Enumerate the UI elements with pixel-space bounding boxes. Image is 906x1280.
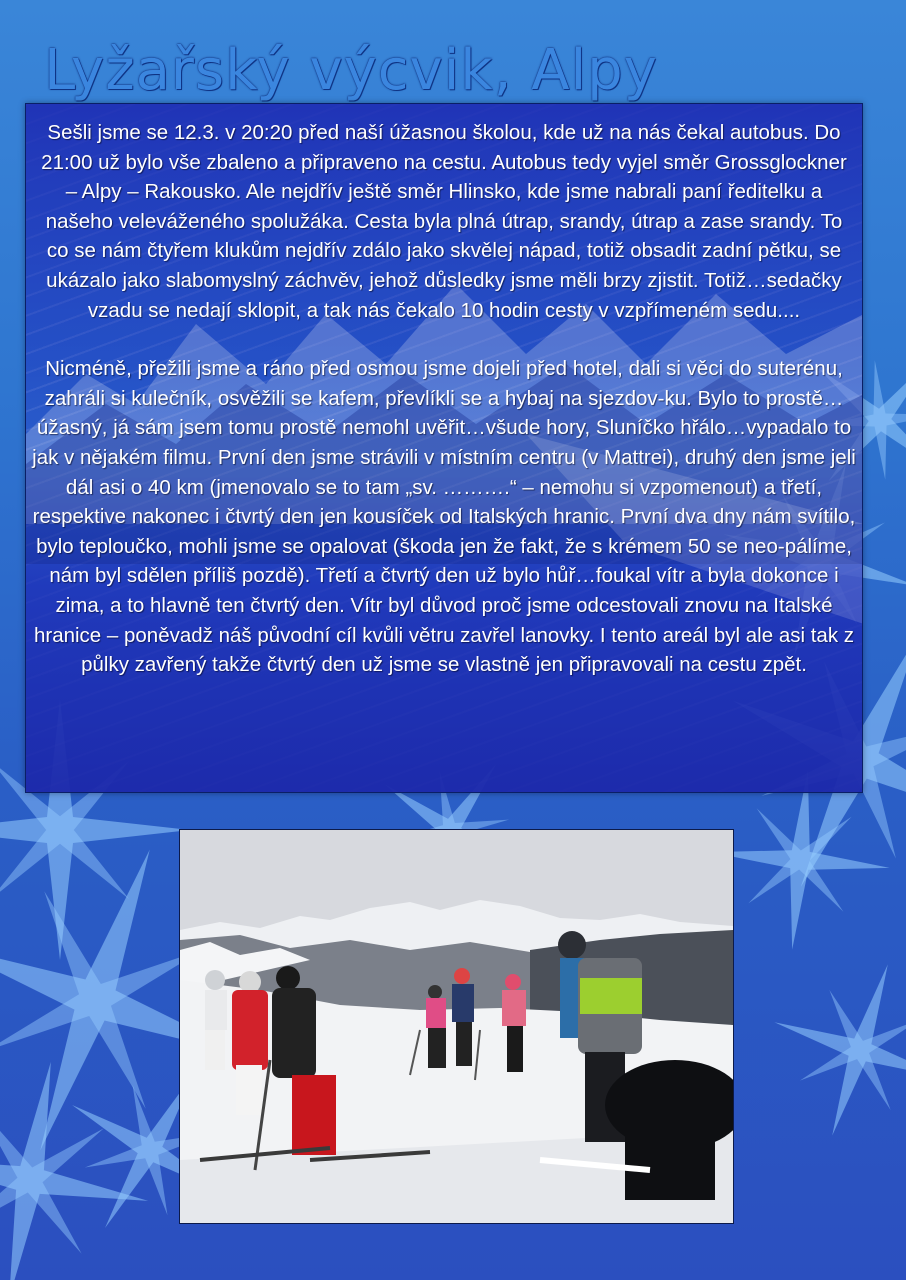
page-title: Lyžařský výcvik, Alpy [44, 38, 658, 103]
article-text-box [25, 103, 863, 793]
star-icon [740, 930, 906, 1171]
ski-group-photo [179, 829, 734, 1224]
article-paragraph: Sešli jsme se 12.3. v 20:20 před naší úžasnou školou, kde už na nás čekal autobus. Do 21:00 už bylo vše zbaleno a připraveno na cestu. Autobus tedy vyjel směr Grossglockner – Alpy – Rakousko. Ale nejdřív ještě směr Hlinsko, kde jsme nabrali paní ředitelku a našeho veleváženého spolužáka. Cesta byla plná útrap, srandy, útrap a zase srandy. To co se nám čtyřem klukům nejdřív zdálo jako skvělej nápad, totiž obsadit zadní pětku, se ukázalo jako slabomyslný záchvěv, jehož důsledky jsme měli brzy zjistit. Totiž…sedačky vzadu se nedají sklopit, a tak nás čekalo 10 hodin cesty v vzpřímeném sedu.... [41, 121, 847, 322]
article-paragraph: Nicméně, přežili jsme a ráno před osmou jsme dojeli před hotel, dali si věci do suterénu, zahráli si kulečník, osvěžili se kafem, převlíkli se a hybaj na sjezdov-ku. Bylo to prostě…úžasný, já sám jsem tomu prostě nemohl uvěřit…všude hory, Sluníčko hřálo…vypadalo to jak v nějakém filmu. První den jsme strávili v místním centru (v Mattrei), druhý den jsme jeli dál asi o 40 km (jmenovalo se to tam „sv. ……….“ – nemohu si vzpomenout) a třetí, respektive nakonec i čtvrtý den jen kousíček od Italských hranic. První dva dny nám svítilo, bylo teploučko, mohli jsme se opalovat (škoda jen že fakt, že s krémem 50 se neo-pálíme, nám byl sdělen příliš pozdě). Třetí a čtvrtý den už bylo hůř…foukal vítr a byla dokonce i zima, a to hlavně ten čtvrtý den. Vítr byl důvod proč jsme odcestovali znovu na Italské hranice – poněvadž náš původní cíl kvůli větru zavřel lanovky. I tento areál byl ale asi tak z půlky zavřený takže čtvrtý den už jsme se vlastně jen připravovali na cestu zpět. [32, 357, 856, 677]
